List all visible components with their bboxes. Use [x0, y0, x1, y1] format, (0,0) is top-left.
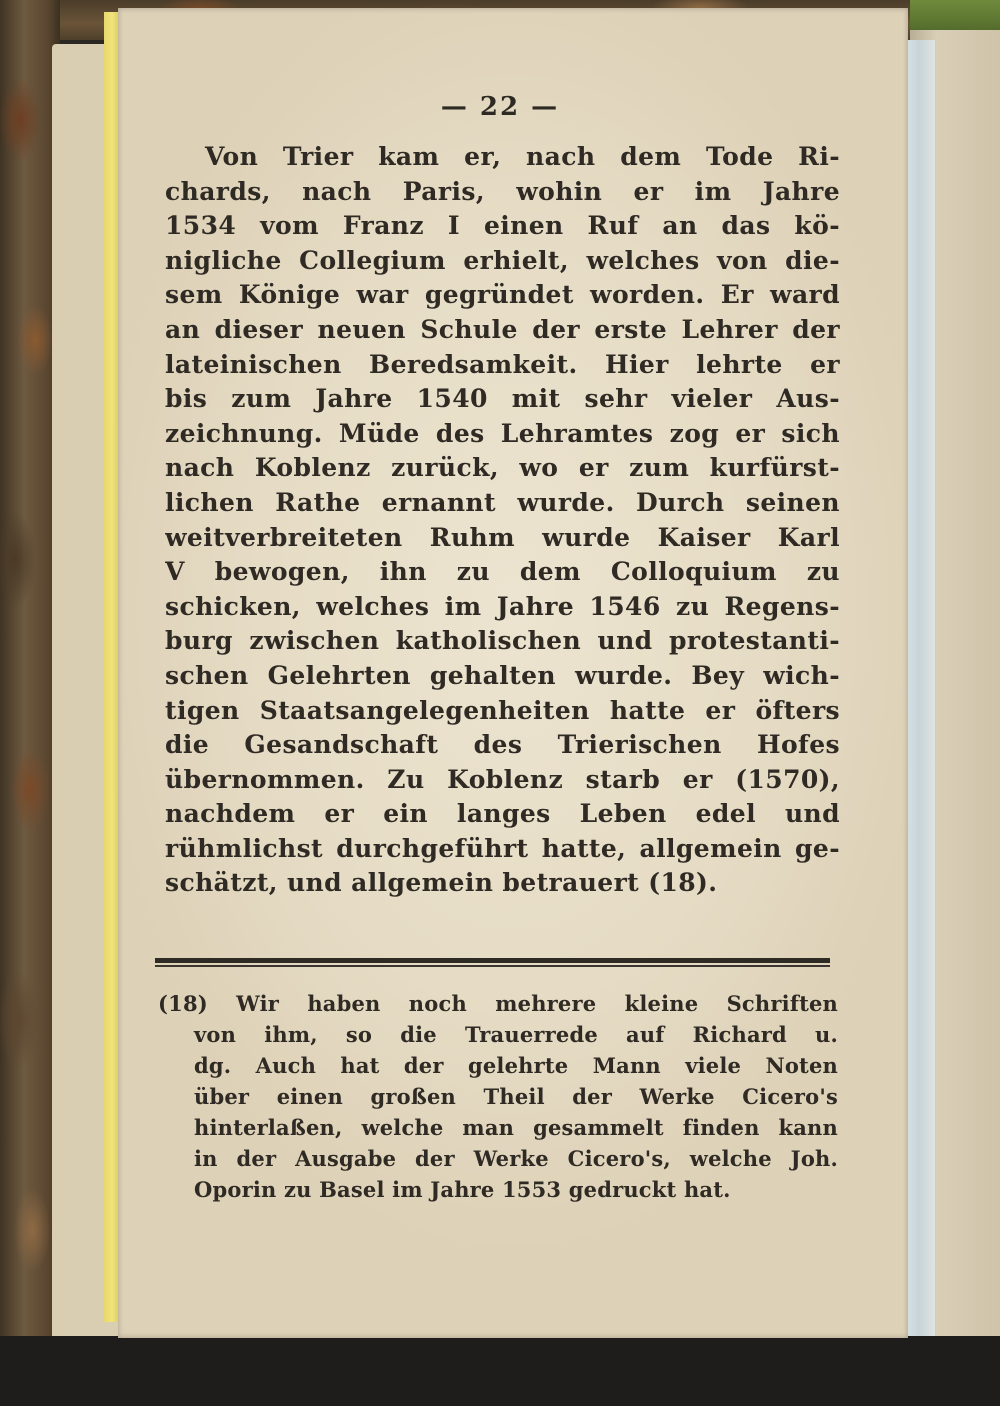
footnote-block — [158, 988, 838, 1205]
footnote-line: in der Ausgabe der Werke Cicero's, welche Joh. — [194, 1146, 838, 1171]
text-line: schen Gelehrten gehalten wurde. Bey wich- — [165, 660, 840, 690]
text-line: V bewogen, ihn zu dem Colloquium zu — [165, 557, 840, 587]
page-number: — 22 — — [440, 92, 560, 122]
footnote-line: dg. Auch hat der gelehrte Mann viele Noten — [194, 1053, 838, 1078]
footnote-line: (18) Wir haben noch mehrere kleine Schriften — [158, 991, 838, 1016]
text-line: lichen Rathe ernannt wurde. Durch seinen — [165, 487, 840, 517]
text-line: 1534 vom Franz I einen Ruf an das kö- — [165, 211, 840, 241]
table-surface — [0, 1336, 1000, 1406]
text-line: Von Trier kam er, nach dem Tode Ri- — [205, 142, 840, 171]
text-line: weitverbreiteten Ruhm wurde Kaiser Karl — [165, 522, 840, 552]
text-line: die Gesandschaft des Trierischen Hofes — [165, 730, 840, 760]
text-line: sem Könige war gegründet worden. Er ward — [165, 280, 840, 310]
marbled-cover-left — [0, 0, 60, 1406]
divider-thin-line — [155, 965, 830, 967]
divider-thick-line — [155, 958, 830, 963]
text-line: nach Koblenz zurück, wo er zum kurfürst- — [165, 453, 840, 483]
text-line: tigen Staatsangelegenheiten hatte er öfters — [165, 695, 840, 725]
main-text-block — [165, 140, 840, 901]
text-line: an dieser neuen Schule der erste Lehrer der — [165, 314, 840, 344]
text-line: burg zwischen katholischen und protestanti- — [165, 626, 840, 656]
footnote-line: hinterlaßen, welche man gesammelt finden kann — [194, 1115, 838, 1140]
text-line: nigliche Collegium erhielt, welches von die- — [165, 245, 840, 275]
text-line: schätzt, und allgemein betrauert (18). — [165, 868, 718, 898]
text-line: schicken, welches im Jahre 1546 zu Regens- — [165, 591, 840, 621]
text-line: lateinischen Beredsamkeit. Hier lehrte er — [165, 349, 840, 379]
text-line: rühmlichst durchgeführt hatte, allgemein ge- — [165, 833, 840, 863]
footnote-line: von ihm, so die Trauerrede auf Richard u. — [194, 1022, 838, 1047]
footnote-line: Oporin zu Basel im Jahre 1553 gedruckt hat. — [194, 1177, 731, 1202]
text-line: bis zum Jahre 1540 mit sehr vieler Aus- — [165, 384, 840, 414]
green-bookmark — [910, 0, 1000, 30]
text-line: zeichnung. Müde des Lehramtes zog er sich — [165, 418, 840, 448]
text-line: übernommen. Zu Koblenz starb er (1570), — [165, 764, 840, 794]
text-line: chards, nach Paris, wohin er im Jahre — [165, 176, 840, 206]
footnote-divider — [155, 958, 830, 968]
footnote-line: über einen großen Theil der Werke Cicero's — [194, 1084, 838, 1109]
text-line: nachdem er ein langes Leben edel und — [165, 799, 840, 829]
